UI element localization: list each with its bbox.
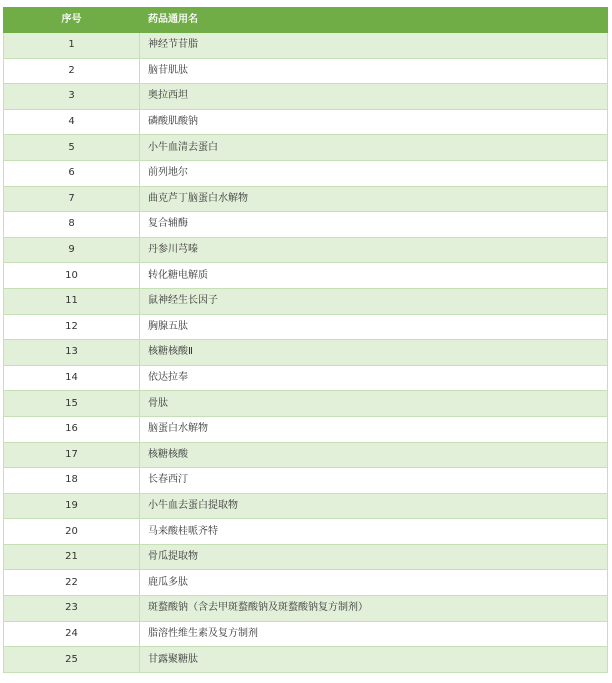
serial-number-cell: 20 <box>4 519 140 545</box>
drug-name-cell: 奥拉西坦 <box>140 84 608 110</box>
drug-name-cell: 脂溶性维生素及复方制剂 <box>140 621 608 647</box>
table-row <box>4 519 608 545</box>
table-row <box>4 621 608 647</box>
serial-number-cell: 1 <box>4 33 140 59</box>
drug-name-cell: 前列地尔 <box>140 160 608 186</box>
table-header-row <box>4 8 608 33</box>
drug-name-cell: 磷酸肌酸钠 <box>140 109 608 135</box>
drug-name-cell: 核糖核酸Ⅱ <box>140 340 608 366</box>
serial-number-cell: 10 <box>4 263 140 289</box>
table-row <box>4 186 608 212</box>
serial-number-cell: 2 <box>4 58 140 84</box>
serial-number-cell: 8 <box>4 212 140 238</box>
drug-name-cell: 曲克芦丁脑蛋白水解物 <box>140 186 608 212</box>
drug-name-cell: 小牛血去蛋白提取物 <box>140 493 608 519</box>
serial-number-cell: 12 <box>4 314 140 340</box>
drug-name-cell: 依达拉奉 <box>140 365 608 391</box>
drug-list-table <box>3 7 608 673</box>
table-row <box>4 442 608 468</box>
drug-name-cell: 丹参川芎嗪 <box>140 237 608 263</box>
serial-number-cell: 22 <box>4 570 140 596</box>
serial-number-cell: 21 <box>4 544 140 570</box>
table-row <box>4 544 608 570</box>
serial-number-cell: 19 <box>4 493 140 519</box>
serial-number-cell: 17 <box>4 442 140 468</box>
drug-name-cell: 斑蝥酸钠（含去甲斑蝥酸钠及斑蝥酸钠复方制剂） <box>140 596 608 622</box>
serial-number-cell: 23 <box>4 596 140 622</box>
drug-name-cell: 骨瓜提取物 <box>140 544 608 570</box>
table-row <box>4 263 608 289</box>
table-row <box>4 391 608 417</box>
drug-name-cell: 鼠神经生长因子 <box>140 288 608 314</box>
serial-number-cell: 14 <box>4 365 140 391</box>
drug-name-cell: 长春西汀 <box>140 468 608 494</box>
table-row <box>4 647 608 673</box>
serial-number-cell: 9 <box>4 237 140 263</box>
serial-number-cell: 24 <box>4 621 140 647</box>
serial-number-cell: 4 <box>4 109 140 135</box>
serial-number-cell: 16 <box>4 416 140 442</box>
table-row <box>4 288 608 314</box>
serial-number-cell: 3 <box>4 84 140 110</box>
header-serial-number: 序号 <box>4 8 140 33</box>
table-row <box>4 493 608 519</box>
table-row <box>4 596 608 622</box>
serial-number-cell: 7 <box>4 186 140 212</box>
table-row <box>4 135 608 161</box>
serial-number-cell: 5 <box>4 135 140 161</box>
serial-number-cell: 11 <box>4 288 140 314</box>
table-row <box>4 468 608 494</box>
table-row <box>4 84 608 110</box>
drug-name-cell: 核糖核酸 <box>140 442 608 468</box>
serial-number-cell: 15 <box>4 391 140 417</box>
table-row <box>4 416 608 442</box>
drug-name-cell: 复合辅酶 <box>140 212 608 238</box>
table-row <box>4 314 608 340</box>
drug-name-cell: 胸腺五肽 <box>140 314 608 340</box>
table-row <box>4 570 608 596</box>
table-row <box>4 237 608 263</box>
serial-number-cell: 6 <box>4 160 140 186</box>
drug-name-cell: 脑蛋白水解物 <box>140 416 608 442</box>
drug-list-table-container <box>3 7 607 673</box>
table-row <box>4 365 608 391</box>
table-row <box>4 33 608 59</box>
table-row <box>4 212 608 238</box>
table-body <box>4 33 608 673</box>
serial-number-cell: 13 <box>4 340 140 366</box>
drug-name-cell: 脑苷肌肽 <box>140 58 608 84</box>
table-row <box>4 340 608 366</box>
drug-name-cell: 马来酸桂哌齐特 <box>140 519 608 545</box>
drug-name-cell: 骨肽 <box>140 391 608 417</box>
table-row <box>4 58 608 84</box>
table-row <box>4 109 608 135</box>
serial-number-cell: 18 <box>4 468 140 494</box>
header-drug-generic-name: 药品通用名 <box>140 8 608 33</box>
drug-name-cell: 神经节苷脂 <box>140 33 608 59</box>
drug-name-cell: 小牛血清去蛋白 <box>140 135 608 161</box>
drug-name-cell: 转化糖电解质 <box>140 263 608 289</box>
serial-number-cell: 25 <box>4 647 140 673</box>
drug-name-cell: 甘露聚糖肽 <box>140 647 608 673</box>
table-row <box>4 160 608 186</box>
drug-name-cell: 鹿瓜多肽 <box>140 570 608 596</box>
